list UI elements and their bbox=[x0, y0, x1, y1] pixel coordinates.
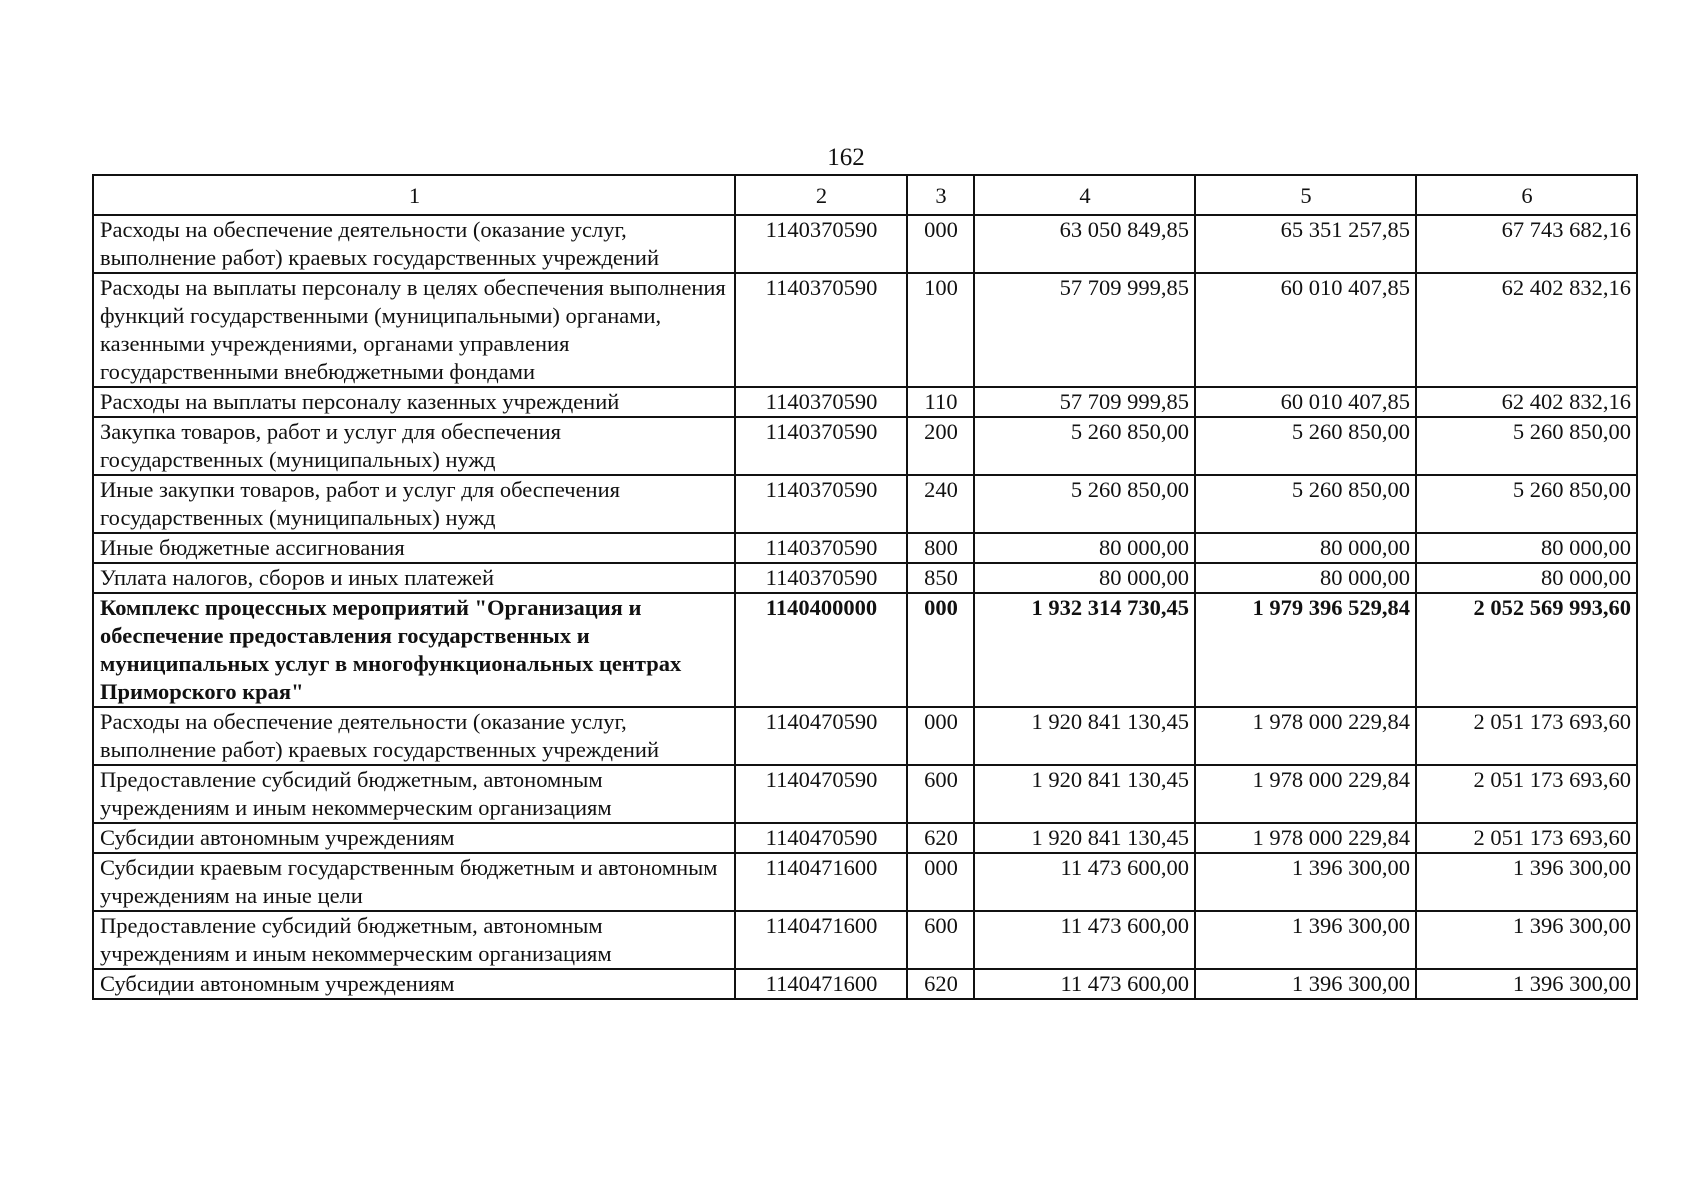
amount-col5-cell: 1 396 300,00 bbox=[1195, 969, 1416, 999]
expense-name-cell: Предоставление субсидий бюджетным, автономным учреждениям и иным некоммерческим организациям bbox=[93, 911, 735, 969]
amount-col4-cell: 80 000,00 bbox=[974, 533, 1195, 563]
amount-col6-cell: 2 051 173 693,60 bbox=[1416, 707, 1637, 765]
expense-name-cell: Комплекс процессных мероприятий "Организация и обеспечение предоставления государственных и муниципальных услуг в многофункциональных центрах Приморского края" bbox=[93, 593, 735, 707]
amount-col6-cell: 5 260 850,00 bbox=[1416, 475, 1637, 533]
column-header: 4 bbox=[974, 175, 1195, 215]
table-row bbox=[93, 593, 1637, 707]
amount-col6-cell: 1 396 300,00 bbox=[1416, 911, 1637, 969]
amount-col5-cell: 1 978 000 229,84 bbox=[1195, 707, 1416, 765]
target-code-cell: 1140471600 bbox=[735, 911, 907, 969]
table-row bbox=[93, 215, 1637, 273]
expense-type-cell: 240 bbox=[907, 475, 974, 533]
amount-col5-cell: 80 000,00 bbox=[1195, 563, 1416, 593]
amount-col5-cell: 65 351 257,85 bbox=[1195, 215, 1416, 273]
target-code-cell: 1140370590 bbox=[735, 563, 907, 593]
amount-col5-cell: 1 979 396 529,84 bbox=[1195, 593, 1416, 707]
amount-col4-cell: 57 709 999,85 bbox=[974, 387, 1195, 417]
amount-col5-cell: 1 396 300,00 bbox=[1195, 853, 1416, 911]
amount-col6-cell: 67 743 682,16 bbox=[1416, 215, 1637, 273]
expense-type-cell: 000 bbox=[907, 593, 974, 707]
amount-col4-cell: 1 920 841 130,45 bbox=[974, 765, 1195, 823]
expense-type-cell: 800 bbox=[907, 533, 974, 563]
amount-col6-cell: 1 396 300,00 bbox=[1416, 969, 1637, 999]
table-body bbox=[93, 215, 1637, 999]
expense-name-cell: Иные бюджетные ассигнования bbox=[93, 533, 735, 563]
expense-name-cell: Закупка товаров, работ и услуг для обеспечения государственных (муниципальных) нужд bbox=[93, 417, 735, 475]
amount-col6-cell: 1 396 300,00 bbox=[1416, 853, 1637, 911]
amount-col6-cell: 2 051 173 693,60 bbox=[1416, 765, 1637, 823]
expense-name-cell: Субсидии автономным учреждениям bbox=[93, 823, 735, 853]
table-row bbox=[93, 563, 1637, 593]
expense-type-cell: 000 bbox=[907, 215, 974, 273]
amount-col4-cell: 80 000,00 bbox=[974, 563, 1195, 593]
expense-type-cell: 850 bbox=[907, 563, 974, 593]
table-row bbox=[93, 387, 1637, 417]
amount-col4-cell: 11 473 600,00 bbox=[974, 853, 1195, 911]
table-row bbox=[93, 273, 1637, 387]
amount-col4-cell: 1 920 841 130,45 bbox=[974, 823, 1195, 853]
amount-col6-cell: 2 052 569 993,60 bbox=[1416, 593, 1637, 707]
target-code-cell: 1140470590 bbox=[735, 707, 907, 765]
expense-name-cell: Расходы на обеспечение деятельности (оказание услуг, выполнение работ) краевых государственных учреждений bbox=[93, 215, 735, 273]
table-row bbox=[93, 969, 1637, 999]
table-row bbox=[93, 765, 1637, 823]
expense-type-cell: 110 bbox=[907, 387, 974, 417]
amount-col6-cell: 5 260 850,00 bbox=[1416, 417, 1637, 475]
target-code-cell: 1140370590 bbox=[735, 387, 907, 417]
expense-type-cell: 600 bbox=[907, 911, 974, 969]
expense-name-cell: Предоставление субсидий бюджетным, автономным учреждениям и иным некоммерческим организациям bbox=[93, 765, 735, 823]
amount-col6-cell: 62 402 832,16 bbox=[1416, 273, 1637, 387]
amount-col6-cell: 80 000,00 bbox=[1416, 533, 1637, 563]
amount-col6-cell: 2 051 173 693,60 bbox=[1416, 823, 1637, 853]
column-header: 6 bbox=[1416, 175, 1637, 215]
target-code-cell: 1140370590 bbox=[735, 475, 907, 533]
expense-type-cell: 100 bbox=[907, 273, 974, 387]
target-code-cell: 1140370590 bbox=[735, 417, 907, 475]
target-code-cell: 1140470590 bbox=[735, 765, 907, 823]
target-code-cell: 1140400000 bbox=[735, 593, 907, 707]
table-row bbox=[93, 823, 1637, 853]
amount-col4-cell: 1 920 841 130,45 bbox=[974, 707, 1195, 765]
expense-type-cell: 200 bbox=[907, 417, 974, 475]
table-row bbox=[93, 475, 1637, 533]
amount-col5-cell: 5 260 850,00 bbox=[1195, 475, 1416, 533]
target-code-cell: 1140370590 bbox=[735, 215, 907, 273]
target-code-cell: 1140370590 bbox=[735, 533, 907, 563]
amount-col4-cell: 1 932 314 730,45 bbox=[974, 593, 1195, 707]
expense-name-cell: Субсидии краевым государственным бюджетным и автономным учреждениям на иные цели bbox=[93, 853, 735, 911]
amount-col4-cell: 57 709 999,85 bbox=[974, 273, 1195, 387]
column-header: 1 bbox=[93, 175, 735, 215]
target-code-cell: 1140471600 bbox=[735, 969, 907, 999]
column-header: 3 bbox=[907, 175, 974, 215]
table-row bbox=[93, 911, 1637, 969]
amount-col5-cell: 60 010 407,85 bbox=[1195, 273, 1416, 387]
header-row bbox=[93, 175, 1637, 215]
target-code-cell: 1140471600 bbox=[735, 853, 907, 911]
amount-col6-cell: 62 402 832,16 bbox=[1416, 387, 1637, 417]
amount-col4-cell: 5 260 850,00 bbox=[974, 475, 1195, 533]
expense-name-cell: Расходы на выплаты персоналу казенных учреждений bbox=[93, 387, 735, 417]
amount-col6-cell: 80 000,00 bbox=[1416, 563, 1637, 593]
amount-col5-cell: 1 978 000 229,84 bbox=[1195, 765, 1416, 823]
table-row bbox=[93, 853, 1637, 911]
expense-type-cell: 000 bbox=[907, 707, 974, 765]
expense-name-cell: Расходы на обеспечение деятельности (оказание услуг, выполнение работ) краевых государственных учреждений bbox=[93, 707, 735, 765]
column-header: 2 bbox=[735, 175, 907, 215]
expense-type-cell: 620 bbox=[907, 969, 974, 999]
page-number: 162 bbox=[827, 144, 865, 171]
table-row bbox=[93, 707, 1637, 765]
expense-name-cell: Уплата налогов, сборов и иных платежей bbox=[93, 563, 735, 593]
expense-type-cell: 600 bbox=[907, 765, 974, 823]
amount-col5-cell: 1 978 000 229,84 bbox=[1195, 823, 1416, 853]
amount-col5-cell: 5 260 850,00 bbox=[1195, 417, 1416, 475]
amount-col4-cell: 11 473 600,00 bbox=[974, 911, 1195, 969]
expense-name-cell: Иные закупки товаров, работ и услуг для обеспечения государственных (муниципальных) нужд bbox=[93, 475, 735, 533]
table-row bbox=[93, 533, 1637, 563]
expense-name-cell: Расходы на выплаты персоналу в целях обеспечения выполнения функций государственными (муниципальными) органами, казенными учреждениями, органами управления государственными внебюджетными фондами bbox=[93, 273, 735, 387]
amount-col5-cell: 80 000,00 bbox=[1195, 533, 1416, 563]
amount-col5-cell: 60 010 407,85 bbox=[1195, 387, 1416, 417]
target-code-cell: 1140470590 bbox=[735, 823, 907, 853]
expense-name-cell: Субсидии автономным учреждениям bbox=[93, 969, 735, 999]
column-header: 5 bbox=[1195, 175, 1416, 215]
amount-col4-cell: 63 050 849,85 bbox=[974, 215, 1195, 273]
expense-type-cell: 000 bbox=[907, 853, 974, 911]
budget-table bbox=[92, 174, 1638, 1000]
amount-col5-cell: 1 396 300,00 bbox=[1195, 911, 1416, 969]
target-code-cell: 1140370590 bbox=[735, 273, 907, 387]
amount-col4-cell: 5 260 850,00 bbox=[974, 417, 1195, 475]
table-row bbox=[93, 417, 1637, 475]
amount-col4-cell: 11 473 600,00 bbox=[974, 969, 1195, 999]
expense-type-cell: 620 bbox=[907, 823, 974, 853]
